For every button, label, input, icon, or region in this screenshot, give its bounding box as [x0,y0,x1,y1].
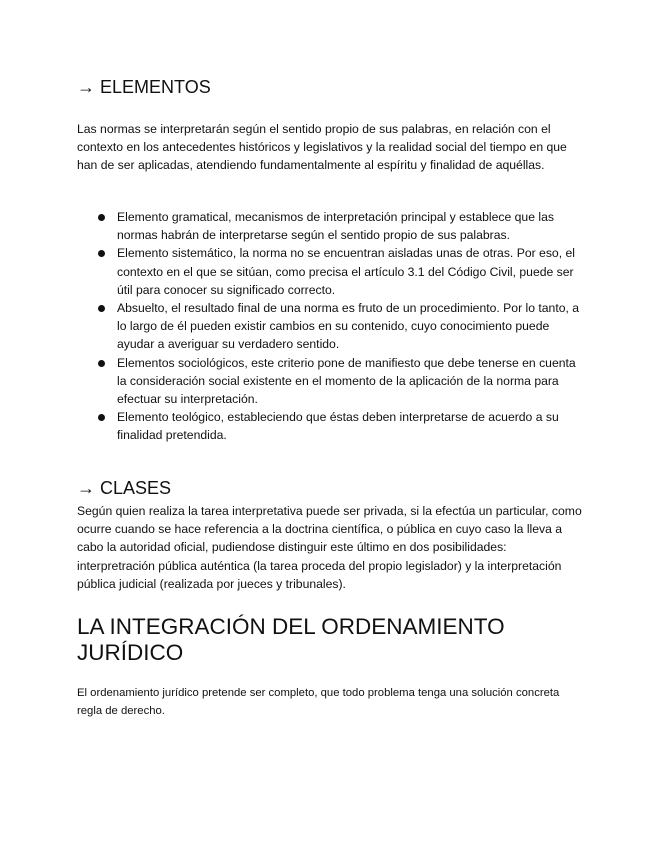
list-item [77,299,582,354]
bullet-icon [98,305,105,312]
page-title-integracion: LA INTEGRACIÓN DEL ORDENAMIENTO JURÍDICO [77,614,505,665]
elementos-bullet-list [77,208,582,445]
list-item-text: Elemento gramatical, mecanismos de interpretación principal y establece que las normas habrán de interpretarse según el sentido propio de sus palabras. [117,210,554,243]
elementos-intro-paragraph: Las normas se interpretarán según el sentido propio de sus palabras, en relación con el contexto en los antecedentes históricos y legislativos y la realidad social del tiempo en que han de ser aplicadas, atendiendo fundamentalmente al espíritu y finalidad de aquéllas. [77,122,567,173]
list-item [77,244,582,299]
section-heading-clases: → CLASES [77,478,172,498]
list-item-text: Elementos sociológicos, este criterio pone de manifiesto que debe tenerse en cuenta la consideración social existente en el momento de la aplicación de la norma para efectuar su interpretación. [117,355,576,407]
list-item [77,208,582,244]
integracion-paragraph: El ordenamiento jurídico pretende ser completo, que todo problema tenga una solución concreta regla de derecho. [77,687,560,717]
bullet-icon [98,250,105,257]
bullet-icon [98,214,105,221]
list-item-text: Absuelto, el resultado final de una norma es fruto de un procedimiento. Por lo tanto, a lo largo de él pueden existir cambios en su contenido, cuyo conocimiento puede ayudar a averiguar su verdadero sentido. [117,301,580,352]
list-item [77,408,582,444]
clases-paragraph: Según quien realiza la tarea interpretativa puede ser privada, si la efectúa un particular, como ocurre cuando se hace referencia a la doctrina científica, o pública en cuyo caso la lleva a cabo la autoridad oficial, pudiendose distinguir este último en dos posibilidades: interpretración pública auténtica (la tarea proceda del propio legislador) y la interpretación pública judicial (realizada por jueces y tribunales). [77,504,582,591]
section-heading-elementos: → ELEMENTOS [77,77,211,97]
list-item-text: Elemento teológico, estableciendo que éstas deben interpretarse de acuerdo a su finalidad pretendida. [117,410,559,443]
bullet-icon [98,360,105,367]
list-item-text: Elemento sistemático, la norma no se encuentran aisladas unas de otras. Por eso, el contexto en el que se sitúan, como precisa el artículo 3.1 del Código Civil, puede ser útil para conocer su significado correcto. [117,246,575,297]
bullet-icon [98,414,105,421]
list-item [77,354,582,409]
